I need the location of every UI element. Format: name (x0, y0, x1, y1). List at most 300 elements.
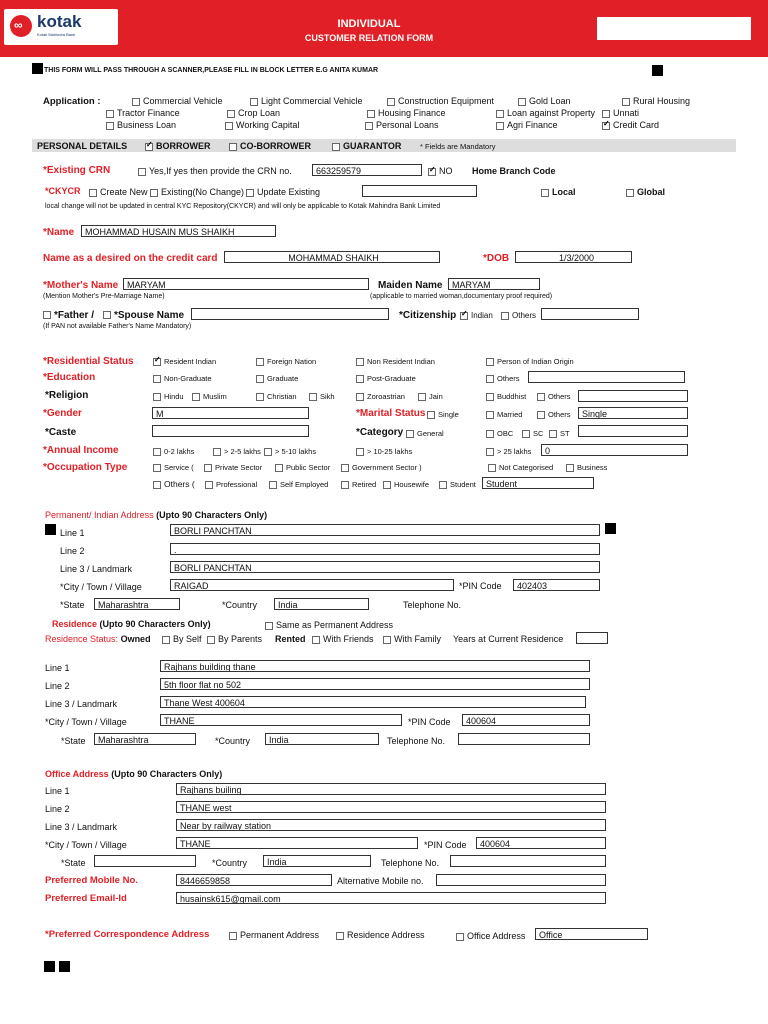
corr-permanent-label: Permanent Address (240, 930, 320, 940)
checkbox-icon[interactable] (192, 393, 200, 401)
app-lcv[interactable] (250, 96, 363, 106)
checkbox-icon[interactable] (387, 98, 395, 106)
name-input[interactable]: MOHAMMAD HUSAIN MUS SHAIKH (81, 225, 276, 237)
perm-line1-input[interactable]: BORLI PANCHTAN (170, 524, 600, 536)
marital-single-label: Single (438, 410, 459, 419)
corr-office-label: Office Address (467, 931, 526, 941)
corr-residence-label: Residence Address (347, 930, 425, 940)
marital-input[interactable]: Single (578, 407, 688, 419)
checkbox-icon[interactable] (501, 312, 509, 320)
checkbox-icon[interactable] (153, 481, 161, 489)
app-crop-loan[interactable] (227, 108, 280, 118)
app-credit-card[interactable] (602, 120, 659, 130)
ckycr-existing[interactable] (150, 187, 244, 197)
application-label: Application : (43, 96, 101, 107)
occupation-opt-label: Others ( (164, 479, 195, 489)
checkbox-icon[interactable] (213, 448, 221, 456)
checkbox-icon[interactable] (229, 143, 237, 151)
checkbox-checked-icon[interactable] (153, 358, 161, 366)
perm-state-input[interactable]: Maharashtra (94, 598, 180, 610)
ckycr-global-label: Global (637, 187, 666, 197)
corr-permanent[interactable] (229, 930, 319, 940)
app-agri-finance[interactable] (496, 120, 558, 130)
checkbox-icon[interactable] (566, 464, 574, 472)
crn-label: *Existing CRN (43, 165, 111, 176)
checkbox-checked-icon[interactable] (602, 122, 610, 130)
brand-name: kotak (37, 12, 82, 31)
marital-married-label: Married (497, 410, 523, 419)
category-opt[interactable] (522, 429, 543, 438)
income-opt[interactable] (486, 447, 531, 456)
app-gold-loan[interactable] (518, 96, 571, 106)
religion-opt[interactable] (309, 392, 335, 401)
checkbox-icon[interactable] (153, 464, 161, 472)
occupation-opt[interactable] (439, 480, 476, 489)
ckycr-label: *CKYCR (45, 186, 81, 196)
res-state-input[interactable]: Maharashtra (94, 733, 196, 745)
residential-opt[interactable] (356, 357, 435, 366)
res-city-input[interactable]: THANE (160, 714, 402, 726)
religion-opt[interactable] (153, 392, 184, 401)
education-opt[interactable] (486, 374, 520, 383)
res-telephone-label: Telephone No. (387, 736, 446, 746)
ckycr-local[interactable] (541, 187, 576, 197)
card-name-input[interactable]: MOHAMMAD SHAIKH (224, 251, 440, 263)
borrower-option[interactable] (145, 141, 211, 151)
residential-opt-label: Non Resident Indian (367, 357, 435, 366)
office-heading (45, 769, 222, 779)
email-label: Preferred Email-Id (45, 893, 127, 904)
residential-opt[interactable] (153, 357, 216, 366)
checkbox-icon[interactable] (106, 122, 114, 130)
checkbox-icon[interactable] (549, 430, 557, 438)
religion-opt-label: Buddhist (497, 392, 527, 401)
occupation-opt-label: Self Employed (280, 480, 329, 489)
citizenship-other-input[interactable] (541, 308, 639, 320)
brand-sub: Kotak Mahindra Bank (37, 32, 76, 37)
checkbox-icon[interactable] (486, 393, 494, 401)
checkbox-icon[interactable] (89, 189, 97, 197)
checkbox-checked-icon[interactable] (428, 168, 436, 176)
spouse-option[interactable] (103, 310, 184, 321)
checkbox-icon[interactable] (383, 636, 391, 644)
with-family-label: With Family (394, 634, 441, 644)
checkbox-icon[interactable] (341, 464, 349, 472)
checkbox-icon[interactable] (488, 464, 496, 472)
gender-label: *Gender (43, 408, 82, 419)
religion-opt-label: Jain (429, 392, 443, 401)
office-title: Office Address (45, 769, 109, 779)
education-opt[interactable] (356, 374, 416, 383)
religion-opt-label: Hindu (164, 392, 184, 401)
res-pin-input[interactable]: 400604 (462, 714, 590, 726)
years-residence-input[interactable] (576, 632, 608, 644)
crn-yes-label: Yes,If yes then provide the CRN no. (149, 166, 292, 176)
religion-opt[interactable] (356, 392, 405, 401)
occupation-opt[interactable] (488, 463, 553, 472)
app-label: Housing Finance (378, 108, 446, 118)
gender-input[interactable]: M (152, 407, 309, 419)
checkbox-icon[interactable] (383, 481, 391, 489)
occupation-label: *Occupation Type (43, 462, 128, 473)
checkbox-icon[interactable] (336, 932, 344, 940)
occupation-opt[interactable] (153, 479, 195, 489)
education-other-input[interactable] (528, 371, 685, 383)
res-line1-label: Line 1 (45, 663, 70, 673)
borrower-label: BORROWER (156, 141, 211, 151)
occupation-opt[interactable] (341, 480, 376, 489)
religion-other-input[interactable] (578, 390, 688, 402)
dob-input[interactable]: 1/3/2000 (515, 251, 632, 263)
checkbox-icon[interactable] (256, 358, 264, 366)
res-line3-input[interactable]: Thane West 400604 (160, 696, 586, 708)
checkbox-icon[interactable] (602, 110, 610, 118)
checkbox-icon[interactable] (486, 411, 494, 419)
checkbox-icon[interactable] (256, 375, 264, 383)
religion-label: *Religion (45, 390, 89, 401)
occupation-opt[interactable] (205, 480, 257, 489)
occupation-opt[interactable] (153, 463, 194, 472)
education-opt-label: Others (497, 374, 520, 383)
checkbox-icon[interactable] (132, 98, 140, 106)
occupation-opt[interactable] (383, 480, 429, 489)
citizenship-indian[interactable] (460, 311, 493, 320)
income-opt-label: > 5-10 lakhs (275, 447, 317, 456)
marital-single[interactable] (427, 410, 459, 419)
checkbox-icon[interactable] (309, 393, 317, 401)
res-line1-input[interactable]: Rajhans building thane (160, 660, 590, 672)
income-input[interactable]: 0 (541, 444, 688, 456)
form-title-2: CUSTOMER RELATION FORM (304, 33, 434, 43)
checkbox-icon[interactable] (456, 933, 464, 941)
checkbox-icon[interactable] (486, 375, 494, 383)
ckycr-create-new[interactable] (89, 187, 148, 197)
app-working-capital[interactable] (225, 120, 299, 130)
ckycr-global[interactable] (626, 187, 665, 197)
checkbox-icon[interactable] (225, 122, 233, 130)
religion-opt[interactable] (256, 392, 297, 401)
checkbox-icon[interactable] (256, 393, 264, 401)
off-line2-input[interactable]: THANE west (176, 801, 606, 813)
citizenship-label: *Citizenship (399, 310, 457, 321)
ckycr-input[interactable] (362, 185, 477, 197)
checkbox-icon[interactable] (204, 464, 212, 472)
father-option[interactable] (43, 310, 94, 321)
checkbox-icon[interactable] (250, 98, 258, 106)
occupation-opt[interactable] (341, 463, 422, 472)
religion-opt-label: Muslim (203, 392, 227, 401)
app-business-loan[interactable] (106, 120, 176, 130)
off-telephone-input[interactable] (450, 855, 606, 867)
marital-others[interactable] (537, 410, 571, 419)
ckycr-update[interactable] (246, 187, 320, 197)
app-commercial-vehicle[interactable] (132, 96, 223, 106)
checkbox-icon[interactable] (153, 393, 161, 401)
app-personal-loans[interactable] (365, 120, 439, 130)
residential-opt[interactable] (486, 357, 574, 366)
checkbox-icon[interactable] (312, 636, 320, 644)
category-opt[interactable] (549, 429, 570, 438)
religion-opt-label: Sikh (320, 392, 335, 401)
checkbox-icon[interactable] (537, 411, 545, 419)
marital-status-label: *Marital Status (356, 408, 426, 419)
occupation-opt-label: Government Sector ) (352, 463, 422, 472)
checkbox-icon[interactable] (265, 622, 273, 630)
religion-opt[interactable] (486, 392, 526, 401)
coborrower-option[interactable] (229, 141, 311, 151)
off-city-label: *City / Town / Village (45, 840, 127, 850)
occupation-opt-label: Service ( (164, 463, 194, 472)
checkbox-icon[interactable] (439, 481, 447, 489)
off-line3-input[interactable]: Near by railway station (176, 819, 606, 831)
occupation-opt[interactable] (204, 463, 262, 472)
checkbox-icon[interactable] (264, 448, 272, 456)
income-opt[interactable] (153, 447, 194, 456)
perm-line2-input[interactable]: . (170, 543, 600, 555)
religion-opt[interactable] (418, 392, 443, 401)
marital-others-label: Others (548, 410, 571, 419)
religion-opt-label: Zoroastrian (367, 392, 405, 401)
checkbox-icon[interactable] (486, 358, 494, 366)
checkbox-icon[interactable] (365, 122, 373, 130)
off-city-input[interactable]: THANE (176, 837, 418, 849)
app-construction[interactable] (387, 96, 494, 106)
father-note: (If PAN not available Father's Name Mandatory) (43, 323, 192, 330)
residential-opt-label: Person of Indian Origin (497, 357, 574, 366)
form-title-1: INDIVIDUAL (337, 18, 401, 30)
correspondence-input[interactable]: Office (535, 928, 648, 940)
crn-input[interactable]: 663259579 (312, 164, 422, 176)
checkbox-icon[interactable] (269, 481, 277, 489)
checkbox-icon[interactable] (496, 110, 504, 118)
app-label: Rural Housing (633, 96, 691, 106)
checkbox-icon[interactable] (622, 98, 630, 106)
checkbox-icon[interactable] (356, 393, 364, 401)
permanent-address-title: Permanent/ Indian Address (45, 510, 154, 520)
checkbox-icon[interactable] (138, 168, 146, 176)
app-label: Tractor Finance (117, 108, 180, 118)
checkbox-icon[interactable] (496, 122, 504, 130)
crn-no-option[interactable] (428, 166, 453, 176)
perm-state-label: *State (60, 600, 85, 610)
residence-title: Residence (52, 619, 98, 629)
kotak-logo-icon: ∞ (10, 15, 32, 37)
checkbox-icon[interactable] (486, 430, 494, 438)
checkbox-icon[interactable] (406, 430, 414, 438)
scanner-note: THIS FORM WILL PASS THROUGH A SCANNER,PLEASE FILL IN BLOCK LETTER E.G ANITA KUMAR (44, 67, 379, 74)
checkbox-icon[interactable] (626, 189, 634, 197)
off-line3-label: Line 3 / Landmark (45, 822, 118, 832)
occupation-input[interactable]: Student (482, 477, 594, 489)
rented-label: Rented (275, 634, 306, 644)
perm-telephone-input[interactable] (470, 598, 600, 610)
checkbox-icon[interactable] (367, 110, 375, 118)
marital-married[interactable] (486, 410, 522, 419)
occupation-opt-label: Student (450, 480, 476, 489)
checkbox-icon[interactable] (162, 636, 170, 644)
residential-opt-label: Foreign Nation (267, 357, 317, 366)
res-telephone-input[interactable] (458, 733, 590, 745)
income-opt[interactable] (356, 447, 412, 456)
corr-office[interactable] (456, 931, 525, 941)
same-as-permanent[interactable] (265, 620, 393, 630)
perm-line3-input[interactable]: BORLI PANCHTAN (170, 561, 600, 573)
res-line3-label: Line 3 / Landmark (45, 699, 118, 709)
alt-mobile-label: Alternative Mobile no. (337, 876, 424, 886)
app-unnati[interactable] (602, 108, 639, 118)
mobile-input[interactable]: 8446659858 (176, 874, 332, 886)
checkbox-checked-icon[interactable] (145, 143, 153, 151)
education-opt[interactable] (153, 374, 212, 383)
residence-status-row (45, 634, 151, 644)
category-other-input[interactable] (578, 425, 688, 437)
app-label: Unnati (613, 108, 640, 118)
corr-residence[interactable] (336, 930, 425, 940)
occupation-opt[interactable] (566, 463, 607, 472)
religion-opt[interactable] (192, 392, 227, 401)
perm-pin-label: *PIN Code (459, 581, 502, 591)
income-opt[interactable] (264, 447, 316, 456)
checkbox-icon[interactable] (541, 189, 549, 197)
checkbox-icon[interactable] (205, 481, 213, 489)
by-parents-option[interactable] (207, 634, 262, 644)
citizenship-others-label: Others (512, 311, 537, 320)
checkbox-icon[interactable] (153, 448, 161, 456)
occupation-opt-label: Public Sector (286, 463, 331, 472)
years-residence-label: Years at Current Residence (453, 634, 564, 644)
checkbox-icon[interactable] (341, 481, 349, 489)
category-opt[interactable] (486, 429, 513, 438)
checkbox-icon[interactable] (246, 189, 254, 197)
off-line2-label: Line 2 (45, 804, 70, 814)
caste-input[interactable] (152, 425, 309, 437)
app-rural-housing[interactable] (622, 96, 690, 106)
checkbox-icon[interactable] (103, 311, 111, 319)
dob-label: *DOB (483, 253, 510, 264)
checkbox-icon[interactable] (537, 393, 545, 401)
by-parents-label: By Parents (218, 634, 263, 644)
app-label: Loan against Property (507, 108, 596, 118)
income-opt[interactable] (213, 447, 261, 456)
app-housing-finance[interactable] (367, 108, 446, 118)
ckycr-existing-label: Existing(No Change) (161, 187, 245, 197)
res-country-input[interactable]: India (265, 733, 379, 745)
off-line1-input[interactable]: Rajhans builing (176, 783, 606, 795)
income-opt-label: > 10-25 lakhs (367, 447, 413, 456)
category-opt[interactable] (406, 429, 444, 438)
off-country-input[interactable]: India (263, 855, 371, 867)
checkbox-icon[interactable] (356, 448, 364, 456)
citizenship-others[interactable] (501, 311, 536, 320)
perm-pin-input[interactable]: 402403 (513, 579, 600, 591)
mother-name-input[interactable]: MARYAM (123, 278, 369, 290)
checkbox-icon[interactable] (207, 636, 215, 644)
owned-label: Owned (120, 634, 151, 644)
checkbox-icon[interactable] (150, 189, 158, 197)
checkbox-icon[interactable] (356, 375, 364, 383)
category-label: *Category (356, 427, 404, 438)
maiden-name-note: (applicable to married woman,documentary proof required) (370, 293, 553, 300)
checkbox-icon[interactable] (486, 448, 494, 456)
checkbox-icon[interactable] (229, 932, 237, 940)
email-input[interactable]: husainsk615@gmail.com (176, 892, 606, 904)
app-label: Credit Card (613, 120, 660, 130)
occupation-opt[interactable] (275, 463, 330, 472)
checkbox-icon[interactable] (275, 464, 283, 472)
residential-status-label: *Residential Status (43, 356, 134, 367)
app-label: Business Loan (117, 120, 177, 130)
app-label: Working Capital (236, 120, 300, 130)
residential-opt-label: Resident Indian (164, 357, 217, 366)
app-label: Construction Equipment (398, 96, 495, 106)
by-self-option[interactable] (162, 634, 202, 644)
checkbox-icon[interactable] (522, 430, 530, 438)
annual-income-label: *Annual Income (43, 445, 119, 456)
off-pin-input[interactable]: 400604 (476, 837, 606, 849)
category-opt-label: SC (533, 429, 544, 438)
perm-country-input[interactable]: India (274, 598, 369, 610)
checkbox-icon[interactable] (153, 375, 161, 383)
app-label: Light Commercial Vehicle (261, 96, 363, 106)
registration-mark (44, 961, 55, 972)
religion-opt-label: Christian (267, 392, 297, 401)
mother-name-label: *Mother's Name (43, 280, 119, 291)
app-label: Agri Finance (507, 120, 558, 130)
checkbox-icon[interactable] (518, 98, 526, 106)
education-opt[interactable] (256, 374, 298, 383)
res-line2-input[interactable]: 5th floor flat no 502 (160, 678, 590, 690)
crn-yes-option[interactable] (138, 166, 292, 176)
res-city-label: *City / Town / Village (45, 717, 127, 727)
checkbox-icon[interactable] (418, 393, 426, 401)
checkbox-checked-icon[interactable] (460, 312, 468, 320)
checkbox-icon[interactable] (106, 110, 114, 118)
registration-mark (32, 63, 43, 74)
religion-opt[interactable] (537, 392, 571, 401)
with-family-option[interactable] (383, 634, 441, 644)
maiden-name-input[interactable]: MARYAM (448, 278, 540, 290)
home-branch-input[interactable] (558, 164, 638, 176)
personal-details-title: PERSONAL DETAILS (37, 141, 128, 151)
residence-heading (52, 619, 211, 629)
perm-country-label: *Country (222, 600, 258, 610)
form-number-box[interactable] (597, 17, 751, 40)
father-spouse-input[interactable] (191, 308, 389, 320)
occupation-opt-label: Not Categorised (499, 463, 554, 472)
checkbox-icon[interactable] (227, 110, 235, 118)
guarantor-label: GUARANTOR (343, 141, 402, 151)
perm-city-label: *City / Town / Village (60, 582, 142, 592)
checkbox-icon[interactable] (427, 411, 435, 419)
home-branch-label: Home Branch Code (472, 166, 556, 176)
residential-opt[interactable] (256, 357, 316, 366)
checkbox-icon[interactable] (43, 311, 51, 319)
guarantor-option[interactable] (332, 141, 401, 151)
with-friends-label: With Friends (323, 634, 374, 644)
with-friends-option[interactable] (312, 634, 374, 644)
perm-city-input[interactable]: RAIGAD (170, 579, 454, 591)
app-label: Commercial Vehicle (143, 96, 223, 106)
alt-mobile-input[interactable] (436, 874, 606, 886)
registration-mark (605, 523, 616, 534)
app-lap[interactable] (496, 108, 595, 118)
checkbox-icon[interactable] (356, 358, 364, 366)
app-tractor[interactable] (106, 108, 180, 118)
off-state-input[interactable] (94, 855, 196, 867)
checkbox-icon[interactable] (332, 143, 340, 151)
occupation-opt[interactable] (269, 480, 328, 489)
residence-suffix: (Upto 90 Characters Only) (99, 619, 211, 629)
